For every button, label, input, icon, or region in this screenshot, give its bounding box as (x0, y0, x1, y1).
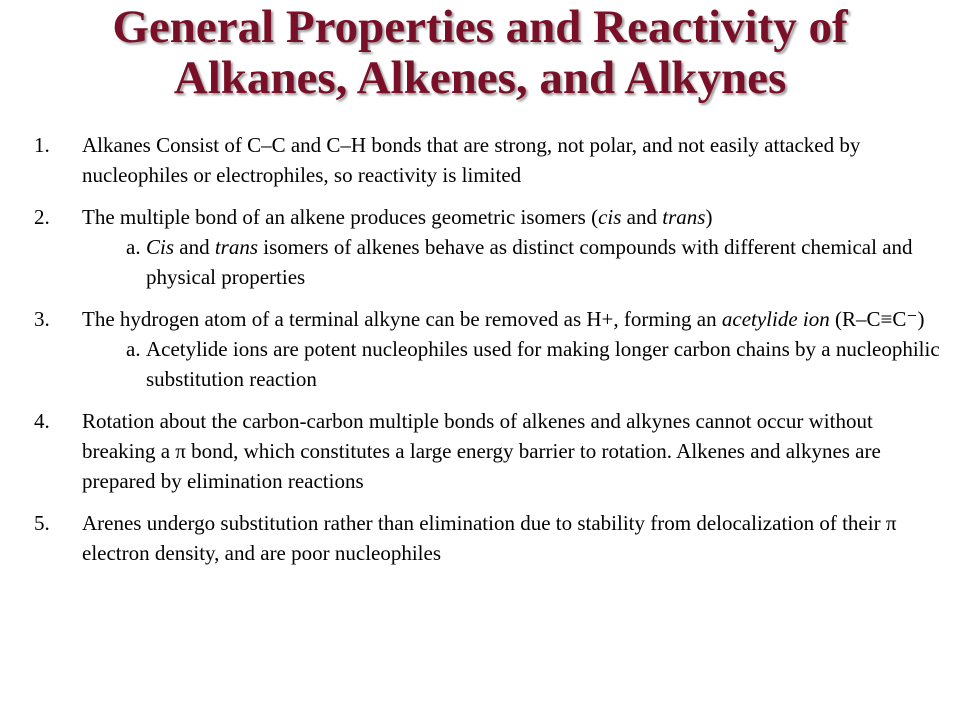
italic-term-cis: cis (598, 205, 622, 229)
list-number: 5. (34, 511, 50, 535)
list-item-5 (34, 508, 944, 568)
list-item-text (82, 307, 924, 331)
text-fragment: The multiple bond of an alkene produces geometric isomers ( (82, 205, 599, 229)
list-item-1 (34, 130, 944, 190)
text-fragment: The hydrogen atom of a terminal alkyne can be removed as H+, forming an (82, 307, 722, 331)
text-fragment: (R–C≡C⁻) (829, 307, 925, 331)
slide-body (34, 130, 944, 580)
italic-term-trans: trans (662, 205, 706, 229)
text-fragment: ) (705, 205, 713, 229)
list-number: 3. (34, 307, 50, 331)
list-item-text: Alkanes Consist of C–C and C–H bonds that are strong, not polar, and not easily attacked by nucleophiles or electrophiles, so reactivity is limited (82, 133, 861, 187)
sub-item-2a (126, 232, 944, 292)
text-fragment: isomers of alkenes behave as distinct compounds with different chemical and physical properties (146, 235, 913, 289)
text-fragment: and (174, 235, 215, 259)
italic-term-acetylide-ion: acetylide ion (721, 307, 830, 331)
list-number: 2. (34, 205, 50, 229)
list-item-text: Arenes undergo substitution rather than elimination due to stability from delocalization of their π electron density, and are poor nucleophiles (82, 511, 897, 565)
list-number: 4. (34, 409, 50, 433)
list-item-3 (34, 304, 944, 394)
list-item-2 (34, 202, 944, 292)
italic-term-cis: Cis (146, 235, 175, 259)
list-number: 1. (34, 133, 50, 157)
sub-item-text: Acetylide ions are potent nucleophiles used for making longer carbon chains by a nucleophilic substitution reaction (146, 337, 940, 391)
sub-letter: a. (126, 235, 141, 259)
sub-item-3a (126, 334, 944, 394)
sub-item-text (146, 235, 913, 289)
sub-letter: a. (126, 337, 141, 361)
list-item-4 (34, 406, 944, 496)
list-item-text (82, 205, 712, 229)
list-item-text: Rotation about the carbon-carbon multiple bonds of alkenes and alkynes cannot occur without breaking a π bond, which constitutes a large energy barrier to rotation. Alkenes and alkynes are prepared by elimination reactions (82, 409, 881, 493)
slide-title (0, 2, 960, 104)
text-fragment: and (621, 205, 663, 229)
slide-title-line-1: General Properties and Reactivity of (112, 1, 848, 53)
slide-title-line-2: Alkanes, Alkenes, and Alkynes (173, 52, 787, 104)
italic-term-trans: trans (214, 235, 259, 259)
